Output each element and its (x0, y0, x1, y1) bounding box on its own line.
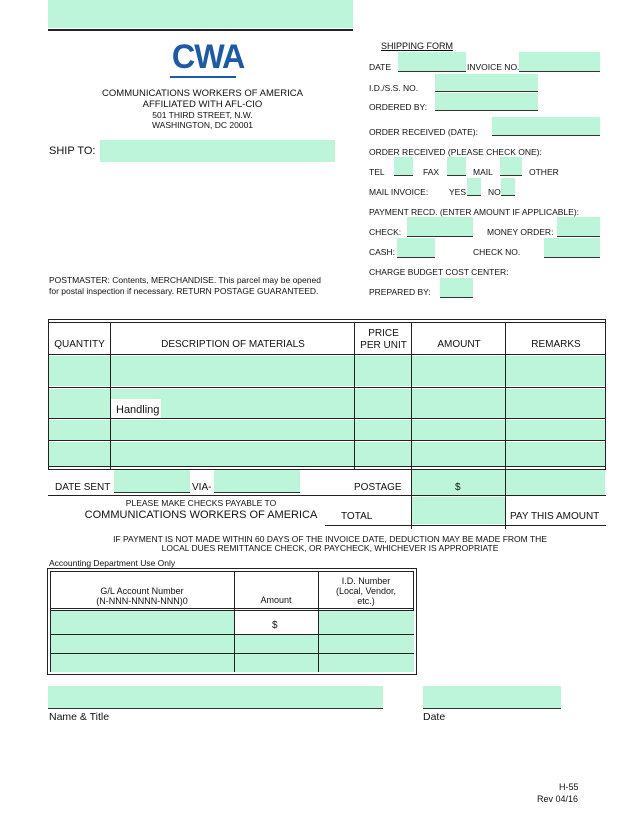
money-order-field[interactable] (557, 217, 600, 237)
check-field[interactable] (407, 217, 473, 237)
remarks-cell[interactable] (506, 389, 605, 418)
amount-dollar: $ (272, 620, 278, 631)
accounting-table (47, 568, 417, 675)
price-header: PRICE PER UNIT (360, 328, 407, 351)
org-name: COMMUNICATIONS WORKERS OF AMERICA (102, 88, 303, 99)
remarks-cell[interactable] (506, 420, 605, 440)
prepared-by-field[interactable] (440, 278, 473, 298)
remarks-header: REMARKS (531, 339, 581, 350)
order-received-date-label: ORDER RECEIVED (DATE): (369, 127, 478, 137)
quantity-header: QUANTITY (54, 339, 105, 350)
payment-notice-line-2: LOCAL DUES REMITTANCE CHECK, OR PAYCHECK, WHICHEVER IS APPROPRIATE (161, 543, 499, 553)
amount-cell[interactable] (235, 654, 318, 672)
date-sent-label: DATE SENT (55, 482, 111, 493)
ship-to-label: SHIP TO: (49, 145, 96, 157)
ship-to-field[interactable] (100, 140, 335, 162)
price-cell[interactable] (355, 442, 411, 466)
tel-checkbox[interactable] (394, 157, 413, 176)
other-label: OTHER (529, 167, 559, 177)
id-ss-no-label: I.D./S.S. NO. (369, 83, 419, 93)
table-row (48, 356, 606, 386)
remarks-cell[interactable] (506, 442, 605, 466)
payable-to-label: PLEASE MAKE CHECKS PAYABLE TO (125, 498, 277, 508)
id-ss-no-field[interactable] (435, 74, 538, 92)
amount-cell[interactable] (412, 442, 505, 466)
yes-label: YES (449, 187, 467, 197)
org-address (90, 88, 315, 130)
date-label: DATE (369, 62, 392, 72)
id-number-cell[interactable] (319, 635, 414, 653)
table-row (48, 442, 606, 466)
org-street: 501 THIRD STREET, N.W. (152, 110, 253, 120)
cash-label: CASH: (369, 247, 395, 257)
amount-header: AMOUNT (437, 339, 481, 350)
org-city: WASHINGTON, DC 20001 (151, 120, 254, 130)
amount-cell[interactable] (412, 356, 505, 386)
table-row (48, 420, 606, 440)
order-received-check-label: ORDER RECEIVED (PLEASE CHECK ONE): (369, 147, 542, 157)
ordered-by-label: ORDERED BY: (369, 102, 428, 112)
check-no-field[interactable] (544, 238, 600, 258)
price-cell[interactable] (355, 420, 411, 440)
description-cell[interactable] (111, 356, 354, 386)
fax-label: FAX (423, 167, 440, 177)
gl-account-header: G/L Account Number (N-NNN-NNNN-NNN)0 (96, 586, 188, 606)
via-label: VIA- (192, 482, 212, 493)
cwa-logo: CWA (171, 38, 245, 76)
description-header: DESCRIPTION OF MATERIALS (161, 339, 305, 350)
mail-label: MAIL (473, 167, 493, 177)
postage-label: POSTAGE (354, 482, 402, 493)
gl-account-cell[interactable] (51, 611, 234, 634)
description-cell[interactable] (111, 420, 354, 440)
check-no-label: CHECK NO. (473, 247, 521, 257)
id-number-cell[interactable] (319, 654, 414, 672)
description-cell[interactable] (111, 442, 354, 466)
charge-budget-label: CHARGE BUDGET COST CENTER: (369, 267, 509, 277)
mail-invoice-label: MAIL INVOICE: (369, 187, 429, 197)
gl-account-cell[interactable] (51, 654, 234, 672)
invoice-no-label: INVOICE NO. (467, 62, 520, 72)
yes-checkbox[interactable] (467, 178, 481, 196)
pay-this-amount-label: PAY THIS AMOUNT (510, 511, 600, 522)
logo-underline (170, 76, 236, 78)
no-label: NO (488, 187, 501, 197)
payment-recd-label: PAYMENT RECD. (ENTER AMOUNT IF APPLICABLE): (369, 207, 580, 217)
price-cell[interactable] (355, 356, 411, 386)
via-field[interactable] (214, 470, 300, 493)
amount-cell[interactable] (412, 420, 505, 440)
postmaster-line-1: POSTMASTER: Contents, MERCHANDISE. This parcel may be opened (49, 275, 321, 285)
check-label: CHECK: (369, 227, 402, 237)
top-banner-field[interactable] (48, 0, 353, 28)
date-field[interactable] (398, 52, 466, 72)
form-title: SHIPPING FORM (381, 41, 454, 51)
postmaster-line-2: for postal inspection if necessary. RETURN POSTAGE GUARANTEED. (49, 286, 319, 296)
postage-remarks-cell[interactable] (506, 470, 605, 495)
date-sent-field[interactable] (114, 470, 190, 493)
gl-account-cell[interactable] (51, 635, 234, 653)
no-checkbox[interactable] (501, 178, 515, 196)
payment-notice-line-1: IF PAYMENT IS NOT MADE WITHIN 60 DAYS OF THE INVOICE DATE, DEDUCTION MAY BE MADE FROM THE (113, 534, 547, 544)
name-title-field[interactable] (48, 686, 383, 709)
quantity-cell[interactable] (49, 356, 110, 386)
remarks-cell[interactable] (506, 356, 605, 386)
signature-date-field[interactable] (423, 686, 561, 709)
id-number-cell[interactable] (319, 611, 414, 634)
payable-org-label: COMMUNICATIONS WORKERS OF AMERICA (84, 509, 318, 521)
tel-label: TEL (369, 167, 385, 177)
prepared-by-label: PREPARED BY: (369, 287, 431, 297)
order-received-date-field[interactable] (492, 117, 600, 136)
quantity-cell[interactable] (49, 389, 110, 418)
total-label: TOTAL (341, 511, 373, 522)
ordered-by-field[interactable] (435, 93, 538, 111)
invoice-no-field[interactable] (519, 52, 600, 72)
signature-date-label: Date (423, 711, 446, 723)
fax-checkbox[interactable] (447, 157, 466, 176)
price-cell[interactable] (355, 389, 411, 418)
amount-header: Amount (260, 595, 292, 605)
name-title-label: Name & Title (49, 711, 110, 723)
accounting-caption: Accounting Department Use Only (49, 558, 176, 568)
form-revision: Rev 04/16 (537, 794, 579, 804)
items-table (48, 319, 606, 527)
amount-cell[interactable] (412, 389, 505, 418)
quantity-cell[interactable] (49, 420, 110, 440)
top-divider (48, 29, 353, 31)
money-order-label: MONEY ORDER: (487, 227, 554, 237)
id-number-header: I.D. Number (Local, Vendor, etc.) (335, 576, 397, 606)
postage-dollar: $ (455, 482, 461, 493)
quantity-cell[interactable] (49, 442, 110, 466)
org-affiliation: AFFILIATED WITH AFL-CIO (142, 99, 263, 110)
table-row (48, 389, 606, 418)
total-amount-cell[interactable] (412, 497, 505, 524)
handling-label: Handling (116, 404, 160, 416)
amount-cell[interactable] (235, 635, 318, 653)
cash-field[interactable] (397, 238, 435, 258)
form-code: H-55 (559, 782, 579, 792)
mail-checkbox[interactable] (500, 157, 522, 176)
